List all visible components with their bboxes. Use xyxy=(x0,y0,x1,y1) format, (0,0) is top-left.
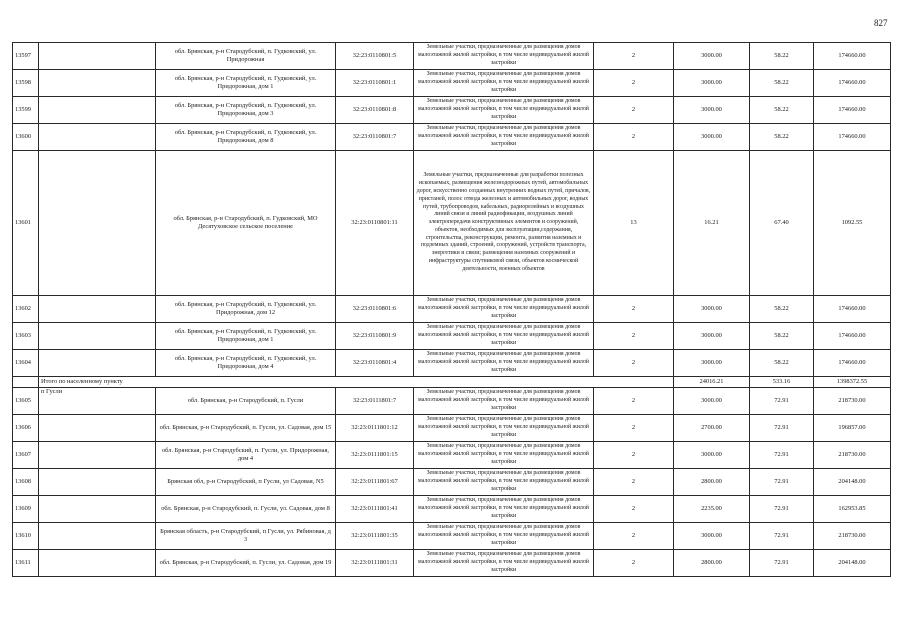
cadastral-value: 204148.00 xyxy=(814,550,891,577)
area-cell: 3000.00 xyxy=(674,124,750,151)
empty-cell xyxy=(39,350,156,377)
area-cell: 3000.00 xyxy=(674,43,750,70)
address-cell: обл. Брянская, р-н Стародубский, п. Гудковский, ул. Придорожная, дом 8 xyxy=(156,124,336,151)
row-number: 13606 xyxy=(13,415,39,442)
use-type-code: 2 xyxy=(594,97,674,124)
rate-cell: 72.91 xyxy=(750,442,814,469)
area-cell: 3000.00 xyxy=(674,323,750,350)
use-type-code: 2 xyxy=(594,496,674,523)
address-cell: обл. Брянская, р-н Стародубский, п. Гудковский, ул. Придорожная, дом 4 xyxy=(156,350,336,377)
cadastral-value: 196857.00 xyxy=(814,415,891,442)
cadastral-number: 32:23:0110801:4 xyxy=(336,350,414,377)
row-number: 13610 xyxy=(13,523,39,550)
table-row xyxy=(13,469,891,496)
rate-cell: 58.22 xyxy=(750,124,814,151)
cadastral-number: 32:23:0110801:9 xyxy=(336,323,414,350)
empty-cell xyxy=(39,469,156,496)
cadastral-number: 32:23:0110801:8 xyxy=(336,97,414,124)
empty-cell xyxy=(39,550,156,577)
row-number: 13599 xyxy=(13,97,39,124)
cadastral-value: 174660.00 xyxy=(814,323,891,350)
row-number: 13600 xyxy=(13,124,39,151)
empty-cell xyxy=(39,523,156,550)
rate-cell: 72.91 xyxy=(750,550,814,577)
cadastral-number: 32:23:0111801:7 xyxy=(336,388,414,415)
land-use-cell: Земельные участки, предназначенные для размещения домов малоэтажной жилой застройки, в том числе индивидуальной жилой застройки xyxy=(414,296,594,323)
area-cell: 2800.00 xyxy=(674,550,750,577)
address-cell: обл. Брянская, р-н Стародубский, п. Гусли, ул. Садовая, дом 8 xyxy=(156,496,336,523)
table-row xyxy=(13,151,891,296)
cadastral-number: 32:23:0111801:12 xyxy=(336,415,414,442)
use-type-code: 2 xyxy=(594,43,674,70)
land-use-cell: Земельные участки, предназначенные для разработки полезных ископаемых, размещения железнодорожных путей, автомобильных дорог, искусственно созданных внутренних водных путей, причалов, пристаней, полос отвода железных и автомобильных дорог, водных путей, трубопроводов, кабельных, радиорелейных и воздушных линий связи и линий радиофикации, воздушных линий электропередачи конструктивных элементов и сооружений, объектов, необходимых для эксплуатации,содержания, строительства, реконструкции, ремонта, развития наземных и подземных зданий, строений, сооружений, устройств транспорта, энергетики и связи; размещения наземных сооружений и инфраструктуры спутниковой связи, объектов космической деятельности, военных объектов xyxy=(414,151,594,296)
cadastral-number: 32:23:0111801:15 xyxy=(336,442,414,469)
row-number: 13611 xyxy=(13,550,39,577)
empty-cell xyxy=(39,124,156,151)
row-number: 13607 xyxy=(13,442,39,469)
address-cell: обл. Брянская, р-н Стародубский, п. Гусли, ул. Придорожная, дом 4 xyxy=(156,442,336,469)
table-row xyxy=(13,97,891,124)
cadastral-value: 174660.00 xyxy=(814,296,891,323)
empty-cell xyxy=(39,323,156,350)
area-cell: 2700.00 xyxy=(674,415,750,442)
rate-cell: 72.91 xyxy=(750,496,814,523)
address-cell: обл. Брянская, р-н Стародубский, п. Гусли, ул. Садовая, дом 15 xyxy=(156,415,336,442)
rate-cell: 58.22 xyxy=(750,43,814,70)
use-type-code: 13 xyxy=(594,151,674,296)
row-number: 13601 xyxy=(13,151,39,296)
table-row xyxy=(13,323,891,350)
empty-cell xyxy=(39,442,156,469)
table-row xyxy=(13,550,891,577)
empty-cell xyxy=(39,151,156,296)
use-type-code: 2 xyxy=(594,442,674,469)
total-row xyxy=(13,377,891,388)
land-use-cell: Земельные участки, предназначенные для размещения домов малоэтажной жилой застройки, в том числе индивидуальной жилой застройки xyxy=(414,43,594,70)
land-use-cell: Земельные участки, предназначенные для размещения домов малоэтажной жилой застройки, в том числе индивидуальной жилой застройки xyxy=(414,97,594,124)
cadastral-value: 218730.00 xyxy=(814,442,891,469)
use-type-code: 2 xyxy=(594,323,674,350)
total-label: Итого по населенному пункту xyxy=(39,377,674,388)
use-type-code: 2 xyxy=(594,124,674,151)
cadastral-number: 32:23:0110801:11 xyxy=(336,151,414,296)
use-type-code: 2 xyxy=(594,350,674,377)
rate-cell: 72.91 xyxy=(750,415,814,442)
cadastral-number: 32:23:0111801:35 xyxy=(336,523,414,550)
empty-cell xyxy=(13,377,39,388)
land-use-cell: Земельные участки, предназначенные для размещения домов малоэтажной жилой застройки, в том числе индивидуальной жилой застройки xyxy=(414,323,594,350)
row-number: 13609 xyxy=(13,496,39,523)
address-cell: обл. Брянская, р-н Стародубский, п. Гудковский, ул. Придорожная, дом 12 xyxy=(156,296,336,323)
land-use-cell: Земельные участки, предназначенные для размещения домов малоэтажной жилой застройки, в том числе индивидуальной жилой застройки xyxy=(414,388,594,415)
table-row xyxy=(13,388,891,415)
use-type-code: 2 xyxy=(594,388,674,415)
total-rate: 533.16 xyxy=(750,377,814,388)
rate-cell: 58.22 xyxy=(750,350,814,377)
area-cell: 3000.00 xyxy=(674,523,750,550)
land-use-cell: Земельные участки, предназначенные для размещения домов малоэтажной жилой застройки, в том числе индивидуальной жилой застройки xyxy=(414,350,594,377)
table-row xyxy=(13,70,891,97)
area-cell: 3000.00 xyxy=(674,296,750,323)
empty-cell xyxy=(39,97,156,124)
row-number: 13598 xyxy=(13,70,39,97)
land-use-cell: Земельные участки, предназначенные для размещения домов малоэтажной жилой застройки, в том числе индивидуальной жилой застройки xyxy=(414,523,594,550)
table-row xyxy=(13,43,891,70)
cadastral-number: 32:23:0110801:5 xyxy=(336,43,414,70)
total-area: 24016.21 xyxy=(674,377,750,388)
rate-cell: 72.91 xyxy=(750,388,814,415)
empty-cell xyxy=(39,43,156,70)
area-cell: 3000.00 xyxy=(674,97,750,124)
use-type-code: 2 xyxy=(594,523,674,550)
land-use-cell: Земельные участки, предназначенные для размещения домов малоэтажной жилой застройки, в том числе индивидуальной жилой застройки xyxy=(414,442,594,469)
address-cell: обл. Брянская, р-н Стародубский, п. Гусли xyxy=(156,388,336,415)
table-row xyxy=(13,350,891,377)
cadastral-value: 174660.00 xyxy=(814,350,891,377)
table-row xyxy=(13,442,891,469)
land-use-cell: Земельные участки, предназначенные для размещения домов малоэтажной жилой застройки, в том числе индивидуальной жилой застройки xyxy=(414,70,594,97)
cadastral-value: 204148.00 xyxy=(814,469,891,496)
cadastral-value: 174660.00 xyxy=(814,70,891,97)
locality-name: п Гусли xyxy=(39,388,156,415)
total-value: 1398372.55 xyxy=(814,377,891,388)
cadastral-number: 32:23:0110801:1 xyxy=(336,70,414,97)
rate-cell: 58.22 xyxy=(750,323,814,350)
area-cell: 3000.00 xyxy=(674,388,750,415)
table-row xyxy=(13,523,891,550)
cadastral-value: 174660.00 xyxy=(814,97,891,124)
land-use-cell: Земельные участки, предназначенные для размещения домов малоэтажной жилой застройки, в том числе индивидуальной жилой застройки xyxy=(414,496,594,523)
rate-cell: 58.22 xyxy=(750,296,814,323)
cadastral-value: 218730.00 xyxy=(814,388,891,415)
address-cell: обл. Брянская, р-н Стародубский, п. Гудковский, ул. Придорожная, дом 1 xyxy=(156,323,336,350)
row-number: 13608 xyxy=(13,469,39,496)
area-cell: 2235.00 xyxy=(674,496,750,523)
use-type-code: 2 xyxy=(594,70,674,97)
empty-cell xyxy=(39,415,156,442)
row-number: 13602 xyxy=(13,296,39,323)
cadastral-value: 1092.55 xyxy=(814,151,891,296)
row-number: 13605 xyxy=(13,388,39,415)
address-cell: обл. Брянская, р-н Стародубский, п. Гудковский, МО Десятуховское сельское поселение xyxy=(156,151,336,296)
page-number: 827 xyxy=(874,18,888,28)
table-row xyxy=(13,415,891,442)
land-use-cell: Земельные участки, предназначенные для размещения домов малоэтажной жилой застройки, в том числе индивидуальной жилой застройки xyxy=(414,469,594,496)
land-use-cell: Земельные участки, предназначенные для размещения домов малоэтажной жилой застройки, в том числе индивидуальной жилой застройки xyxy=(414,415,594,442)
cadastral-value: 174660.00 xyxy=(814,124,891,151)
address-cell: Брянская обл, р-н Стародубский, п Гусли, ул Садовая, N5 xyxy=(156,469,336,496)
table-row xyxy=(13,496,891,523)
row-number: 13597 xyxy=(13,43,39,70)
table-row xyxy=(13,296,891,323)
land-use-cell: Земельные участки, предназначенные для размещения домов малоэтажной жилой застройки, в том числе индивидуальной жилой застройки xyxy=(414,124,594,151)
area-cell: 2800.00 xyxy=(674,469,750,496)
cadastral-number: 32:23:0111801:41 xyxy=(336,496,414,523)
address-cell: обл. Брянская, р-н Стародубский, п. Гудковский, ул. Придорожная, дом 3 xyxy=(156,97,336,124)
cadastral-number: 32:23:0110801:6 xyxy=(336,296,414,323)
area-cell: 3000.00 xyxy=(674,442,750,469)
cadastral-number: 32:23:0110801:7 xyxy=(336,124,414,151)
area-cell: 3000.00 xyxy=(674,350,750,377)
cadastral-number: 32:23:0111801:67 xyxy=(336,469,414,496)
area-cell: 3000.00 xyxy=(674,70,750,97)
address-cell: обл. Брянская, р-н Стародубский, п. Гусли, ул. Садовая, дом 19 xyxy=(156,550,336,577)
use-type-code: 2 xyxy=(594,550,674,577)
use-type-code: 2 xyxy=(594,415,674,442)
cadastral-number: 32:23:0111801:31 xyxy=(336,550,414,577)
cadastral-value: 174660.00 xyxy=(814,43,891,70)
use-type-code: 2 xyxy=(594,296,674,323)
address-cell: обл. Брянская, р-н Стародубский, п. Гудковский, ул. Придорожная, дом 1 xyxy=(156,70,336,97)
empty-cell xyxy=(39,296,156,323)
area-cell: 16.21 xyxy=(674,151,750,296)
rate-cell: 58.22 xyxy=(750,70,814,97)
rate-cell: 58.22 xyxy=(750,97,814,124)
table-row xyxy=(13,124,891,151)
cadastral-value: 162953.85 xyxy=(814,496,891,523)
rate-cell: 72.91 xyxy=(750,523,814,550)
empty-cell xyxy=(39,70,156,97)
table-body xyxy=(13,43,891,577)
row-number: 13604 xyxy=(13,350,39,377)
cadastral-value: 218730.00 xyxy=(814,523,891,550)
rate-cell: 72.91 xyxy=(750,469,814,496)
row-number: 13603 xyxy=(13,323,39,350)
land-use-cell: Земельные участки, предназначенные для размещения домов малоэтажной жилой застройки, в том числе индивидуальной жилой застройки xyxy=(414,550,594,577)
land-registry-table xyxy=(12,42,891,577)
address-cell: обл. Брянская, р-н Стародубский, п. Гудковский, ул. Придорожная xyxy=(156,43,336,70)
rate-cell: 67.40 xyxy=(750,151,814,296)
use-type-code: 2 xyxy=(594,469,674,496)
empty-cell xyxy=(39,496,156,523)
address-cell: Брянская область, р-н Стародубский, п Гусли, ул. Рябиновая, д 3 xyxy=(156,523,336,550)
